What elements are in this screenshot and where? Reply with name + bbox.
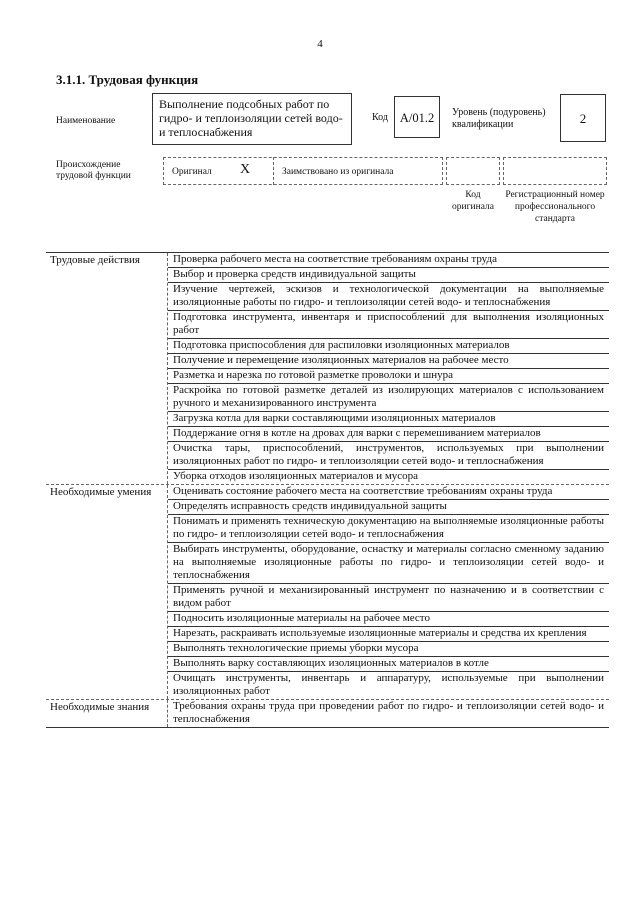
page-number: 4	[317, 38, 323, 50]
table-row: Поддержание огня в котле на дровах для варки с перемешиванием материалов	[168, 427, 609, 442]
table-row: Нарезать, раскраивать используемые изоляционные материалы и средства их крепления	[168, 627, 609, 642]
table-row: Подготовка приспособления для распиловки изоляционных материалов	[168, 339, 609, 354]
code-original-caption: Код оригинала	[452, 190, 494, 212]
code-original-box	[446, 157, 500, 185]
section-items	[168, 700, 609, 727]
section-label: Необходимые умения	[46, 485, 168, 699]
table-row: Раскройка по готовой разметке деталей из изолирующих материалов с использованием ручного и механизированного инструмента	[168, 384, 609, 412]
origin-divider	[273, 157, 274, 185]
table-row: Загрузка котла для варки составляющими изоляционных материалов	[168, 412, 609, 427]
table-row: Выполнять варку составляющих изоляционных материалов в котле	[168, 657, 609, 672]
original-mark: X	[240, 162, 251, 177]
table-section	[46, 253, 609, 485]
table-row: Требования охраны труда при проведении работ по гидро- и теплоизоляции сетей водо- и теплоснабжения	[173, 700, 604, 725]
function-name: Выполнение подсобных работ по гидро- и теплоизоляции сетей водо- и теплоснабжения	[152, 93, 352, 145]
table-row: Очистка тары, приспособлений, инструментов, используемых при выполнении изоляционных работ по гидро- и теплоизоляции сетей водо- и теплоснабжения	[168, 442, 609, 470]
table-row: Выполнять технологические приемы уборки мусора	[168, 642, 609, 657]
table-row: Подготовка инструмента, инвентаря и приспособлений для выполнения изоляционных работ	[168, 311, 609, 339]
section-items	[168, 253, 609, 484]
name-label: Наименование	[56, 116, 116, 126]
table-section	[46, 700, 609, 728]
table-row: Выбор и проверка средств индивидуальной защиты	[168, 268, 609, 283]
table-row: Проверка рабочего места на соответствие требованиям охраны труда	[168, 253, 609, 268]
reg-number-caption: Регистрационный номер профессионального стандарта	[505, 190, 605, 224]
table-row: Определять исправность средств индивидуальной защиты	[168, 500, 609, 515]
table-row: Понимать и применять техническую документацию на выполняемые изоляционные работы по гидро- и теплоизоляции сетей водо- и теплоснабжения	[168, 515, 609, 543]
table-row: Изучение чертежей, эскизов и технологической документации на выполняемые изоляционные работы по гидро- и теплоизоляции сетей водо- и теплоснабжения	[168, 283, 609, 311]
code-value: A/01.2	[394, 96, 440, 138]
table-row: Оценивать состояние рабочего места на соответствие требованиям охраны труда	[168, 485, 609, 500]
origin-label: Происхождение трудовой функции	[56, 160, 131, 181]
table-section	[46, 485, 609, 700]
table-row: Применять ручной и механизированный инструмент по назначению и в соответствии с видом работ	[168, 584, 609, 612]
level-value: 2	[560, 94, 606, 142]
code-label: Код	[372, 112, 388, 123]
table-row: Подносить изоляционные материалы на рабочее место	[168, 612, 609, 627]
section-title: 3.1.1. Трудовая функция	[56, 72, 199, 87]
table-row: Очищать инструменты, инвентарь и аппаратуру, используемые при выполнении изоляционных работ	[173, 672, 604, 697]
reg-number-box	[503, 157, 607, 185]
section-items	[168, 485, 609, 699]
level-label: Уровень (подуровень) квалификации	[452, 107, 546, 130]
table-row: Разметка и нарезка по готовой разметке проволоки и шнура	[168, 369, 609, 384]
table-row: Получение и перемещение изоляционных материалов на рабочее место	[168, 354, 609, 369]
labor-function-table	[46, 252, 609, 728]
borrowed-label: Заимствовано из оригинала	[282, 167, 394, 177]
table-row: Выбирать инструменты, оборудование, оснастку и материалы согласно сменному заданию на выполняемые изоляционные работы по гидро- и теплоизоляции сетей водо- и теплоснабжения	[168, 543, 609, 584]
section-label: Необходимые знания	[46, 700, 168, 727]
section-label: Трудовые действия	[46, 253, 168, 484]
table-row: Уборка отходов изоляционных материалов и мусора	[173, 470, 419, 482]
original-label: Оригинал	[172, 167, 212, 177]
